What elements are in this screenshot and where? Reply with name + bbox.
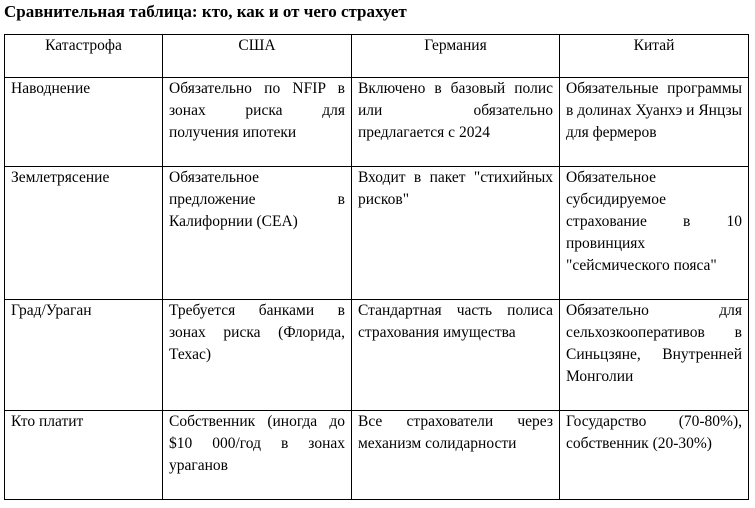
table-cell-germany: Включено в базовый полис или обязательно предлагается с 2024 xyxy=(352,78,560,167)
table-cell-germany: Все страхователи через механизм солидарности xyxy=(352,411,560,500)
table-header-row xyxy=(5,35,749,78)
table-cell-usa: Обязательное предложение в Калифорнии (CEA) xyxy=(163,167,352,300)
table-cell-china: Государство (70-80%), собственник (20-30%) xyxy=(560,411,749,500)
row-label-cell: Град/Ураган xyxy=(5,300,163,411)
table-cell-germany: Стандартная часть полиса страхования имущества xyxy=(352,300,560,411)
row-label-cell: Кто платит xyxy=(5,411,163,500)
table-cell-china: Обязательно для сельхозкооперативов в Синьцзяне, Внутренней Монголии xyxy=(560,300,749,411)
table-cell-usa: Собственник (иногда до $10 000/год в зонах ураганов xyxy=(163,411,352,500)
table-row xyxy=(5,78,749,167)
table-cell-usa: Обязательно по NFIP в зонах риска для получения ипотеки xyxy=(163,78,352,167)
header-cell-usa: США xyxy=(163,35,352,78)
document-title: Сравнительная таблица: кто, как и от чего страхует xyxy=(4,2,407,21)
table-row xyxy=(5,300,749,411)
table-cell-usa: Требуется банками в зонах риска (Флорида, Техас) xyxy=(163,300,352,411)
table-cell-germany: Входит в пакет "стихийных рисков" xyxy=(352,167,560,300)
table-cell-china: Обязательные программы в долинах Хуанхэ и Янцзы для фермеров xyxy=(560,78,749,167)
row-label-cell: Наводнение xyxy=(5,78,163,167)
row-label-cell: Землетрясение xyxy=(5,167,163,300)
table-row xyxy=(5,411,749,500)
table-row xyxy=(5,167,749,300)
header-cell-catastrophe: Катастрофа xyxy=(5,35,163,78)
table-cell-china: Обязательное субсидируемое страхование в 10 провинциях "сейсмического пояса" xyxy=(560,167,749,300)
comparison-table xyxy=(4,34,749,500)
header-cell-germany: Германия xyxy=(352,35,560,78)
header-cell-china: Китай xyxy=(560,35,749,78)
